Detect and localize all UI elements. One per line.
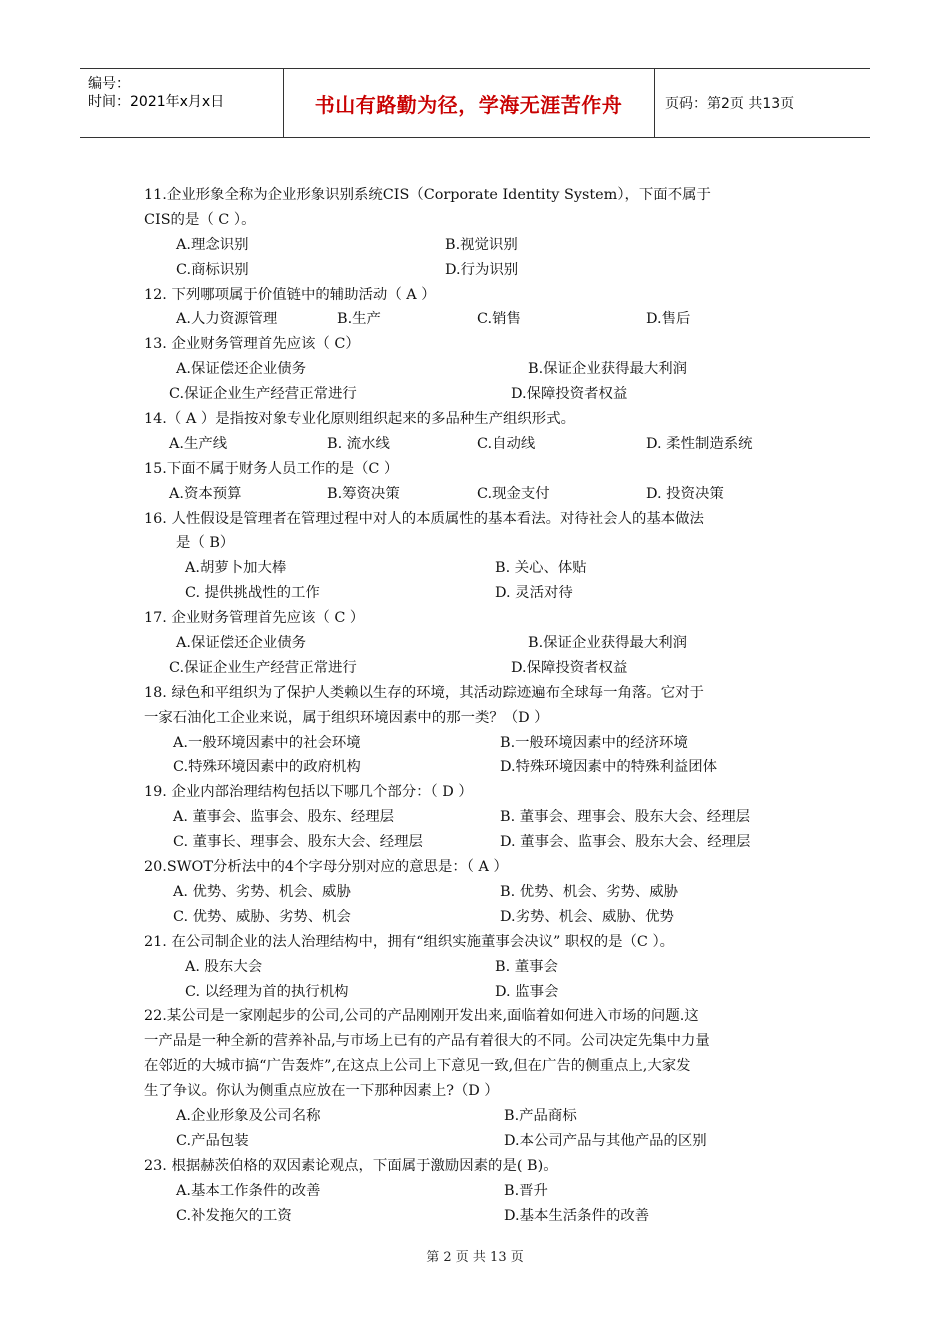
options-row — [144, 382, 814, 407]
document-time-label: 时间：2021年x月x日 — [88, 94, 225, 110]
answer-option: C. 优势、威胁、劣势、机会 — [173, 908, 351, 925]
answer-option: A.一般环境因素中的社会环境 — [173, 734, 361, 751]
answer-option: B.保证企业获得最大利润 — [528, 361, 688, 378]
answer-option: B. 关心、体贴 — [495, 560, 587, 577]
answer-option: C. 以经理为首的执行机构 — [185, 983, 349, 1000]
question-line: 19. 企业内部治理结构包括以下哪几个部分：（ D ） — [144, 784, 473, 801]
answer-option: C.保证企业生产经营正常进行 — [169, 659, 357, 676]
answer-option: A.人力资源管理 — [176, 311, 278, 328]
answer-option: C.保证企业生产经营正常进行 — [169, 386, 357, 403]
options-row — [144, 258, 814, 283]
answer-option: C.特殊环境因素中的政府机构 — [173, 759, 361, 776]
options-row — [144, 880, 814, 905]
answer-option: C.销售 — [477, 311, 521, 328]
answer-option: B. 董事会、理事会、股东大会、经理层 — [500, 809, 750, 826]
answer-option: A.保证偿还企业债务 — [176, 361, 307, 378]
question-line: 是（ B） — [176, 535, 235, 552]
answer-option: A.资本预算 — [169, 485, 242, 502]
question-line: 16. 人性假设是管理者在管理过程中对人的本质属性的基本看法。对待社会人的基本做法 — [144, 510, 704, 527]
answer-option: D. 灵活对待 — [495, 585, 573, 602]
question-line: 生了争议。你认为侧重点应放在一下那种因素上?（D ） — [144, 1083, 499, 1100]
answer-option: D. 董事会、监事会、股东大会、经理层 — [500, 834, 751, 851]
options-row — [144, 980, 814, 1005]
answer-option: B.筹资决策 — [327, 485, 400, 502]
answer-option: C.商标识别 — [176, 261, 249, 278]
question-line: 一产品是一种全新的营养补品,与市场上已有的产品有着很大的不同。公司决定先集中力量 — [144, 1033, 710, 1050]
header-page-info: 页码：第2页 共13页 — [665, 96, 795, 112]
answer-option: A. 股东大会 — [185, 958, 263, 975]
answer-option: B.晋升 — [504, 1182, 548, 1199]
options-row — [144, 1129, 814, 1154]
answer-option: B.保证企业获得最大利润 — [528, 635, 688, 652]
options-row — [144, 805, 814, 830]
answer-option: A.生产线 — [169, 435, 228, 452]
options-row — [144, 233, 814, 258]
answer-option: D.售后 — [646, 311, 691, 328]
answer-option: D.劣势、机会、威胁、优势 — [500, 908, 674, 925]
question-line: 12. 下列哪项属于价值链中的辅助活动（ A ） — [144, 286, 436, 303]
question-line: 14.（ A ）是指按对象专业化原则组织起来的多品种生产组织形式。 — [144, 411, 575, 428]
question-line: 一家石油化工企业来说，属于组织环境因素中的那一类？（D ） — [144, 709, 549, 726]
question-line: 13. 企业财务管理首先应该（ C） — [144, 336, 360, 353]
options-row — [144, 1204, 814, 1229]
answer-option: B.一般环境因素中的经济环境 — [500, 734, 688, 751]
answer-option: D. 柔性制造系统 — [646, 435, 753, 452]
answer-option: D.基本生活条件的改善 — [504, 1207, 650, 1224]
answer-option: A.保证偿还企业债务 — [176, 635, 307, 652]
answer-option: C.产品包装 — [176, 1132, 249, 1149]
answer-option: D.保障投资者权益 — [511, 659, 628, 676]
options-row — [144, 307, 814, 332]
question-line: 18. 绿色和平组织为了保护人类赖以生存的环境，其活动踪迹遍布全球每一角落。它对于 — [144, 684, 704, 701]
options-row — [144, 556, 814, 581]
options-row — [144, 731, 814, 756]
options-row — [144, 1179, 814, 1204]
options-row — [144, 631, 814, 656]
options-row — [144, 1104, 814, 1129]
answer-option: A. 董事会、监事会、股东、经理层 — [173, 809, 395, 826]
page-header — [80, 68, 870, 138]
header-motto: 书山有路勤为径，学海无涯苦作舟 — [283, 69, 655, 137]
answer-option: B. 优势、机会、劣势、威胁 — [500, 883, 679, 900]
answer-option: B.产品商标 — [504, 1107, 577, 1124]
header-meta — [80, 69, 284, 137]
answer-option: C.现金支付 — [477, 485, 550, 502]
question-line: 20.SWOT分析法中的4个字母分别对应的意思是：（ A ） — [144, 859, 508, 876]
options-row — [144, 755, 814, 780]
answer-option: B. 董事会 — [495, 958, 558, 975]
options-row — [144, 432, 814, 457]
answer-option: D.本公司产品与其他产品的区别 — [504, 1132, 707, 1149]
options-row — [144, 955, 814, 980]
document-number-label: 编号： — [88, 76, 130, 92]
answer-option: A.理念识别 — [176, 236, 249, 253]
question-line: 11.企业形象全称为企业形象识别系统CIS（Corporate Identity System），下面不属于 — [144, 187, 711, 203]
answer-option: C.自动线 — [477, 435, 536, 452]
answer-option: A.企业形象及公司名称 — [176, 1107, 321, 1124]
answer-option: A. 优势、劣势、机会、威胁 — [173, 883, 351, 900]
answer-option: B. 流水线 — [327, 435, 390, 452]
options-row — [144, 482, 814, 507]
answer-option: D. 投资决策 — [646, 485, 724, 502]
question-line: 15.下面不属于财务人员工作的是（C ） — [144, 460, 399, 477]
options-row — [144, 656, 814, 681]
question-line: CIS的是（ C ）。 — [144, 211, 256, 228]
answer-option: B.视觉识别 — [445, 236, 518, 253]
question-line: 22.某公司是一家刚起步的公司,公司的产品刚刚开发出来,面临着如何进入市场的问题.这 — [144, 1008, 699, 1025]
question-line: 17. 企业财务管理首先应该（ C ） — [144, 610, 365, 627]
answer-option: D. 监事会 — [495, 983, 559, 1000]
question-line: 21. 在公司制企业的法人治理结构中，拥有“组织实施董事会决议” 职权的是（C ）。 — [144, 933, 675, 950]
options-row — [144, 357, 814, 382]
options-row — [144, 581, 814, 606]
options-row — [144, 905, 814, 930]
options-row — [144, 830, 814, 855]
question-line: 23. 根据赫茨伯格的双因素论观点，下面属于激励因素的是( B)。 — [144, 1157, 558, 1174]
answer-option: B.生产 — [337, 311, 381, 328]
answer-option: A.基本工作条件的改善 — [176, 1182, 321, 1199]
question-line: 在邻近的大城市搞“广告轰炸”,在这点上公司上下意见一致,但在广告的侧重点上,大家发 — [144, 1058, 691, 1075]
answer-option: C. 董事长、理事会、股东大会、经理层 — [173, 834, 423, 851]
page-footer: 第 2 页 共 13 页 — [426, 1250, 524, 1265]
answer-option: D.行为识别 — [445, 261, 519, 278]
answer-option: D.特殊环境因素中的特殊利益团体 — [500, 759, 718, 776]
question-list — [144, 183, 814, 1228]
answer-option: A.胡萝卜加大棒 — [185, 560, 287, 577]
answer-option: D.保障投资者权益 — [511, 386, 628, 403]
answer-option: C. 提供挑战性的工作 — [185, 585, 320, 602]
answer-option: C.补发拖欠的工资 — [176, 1207, 292, 1224]
